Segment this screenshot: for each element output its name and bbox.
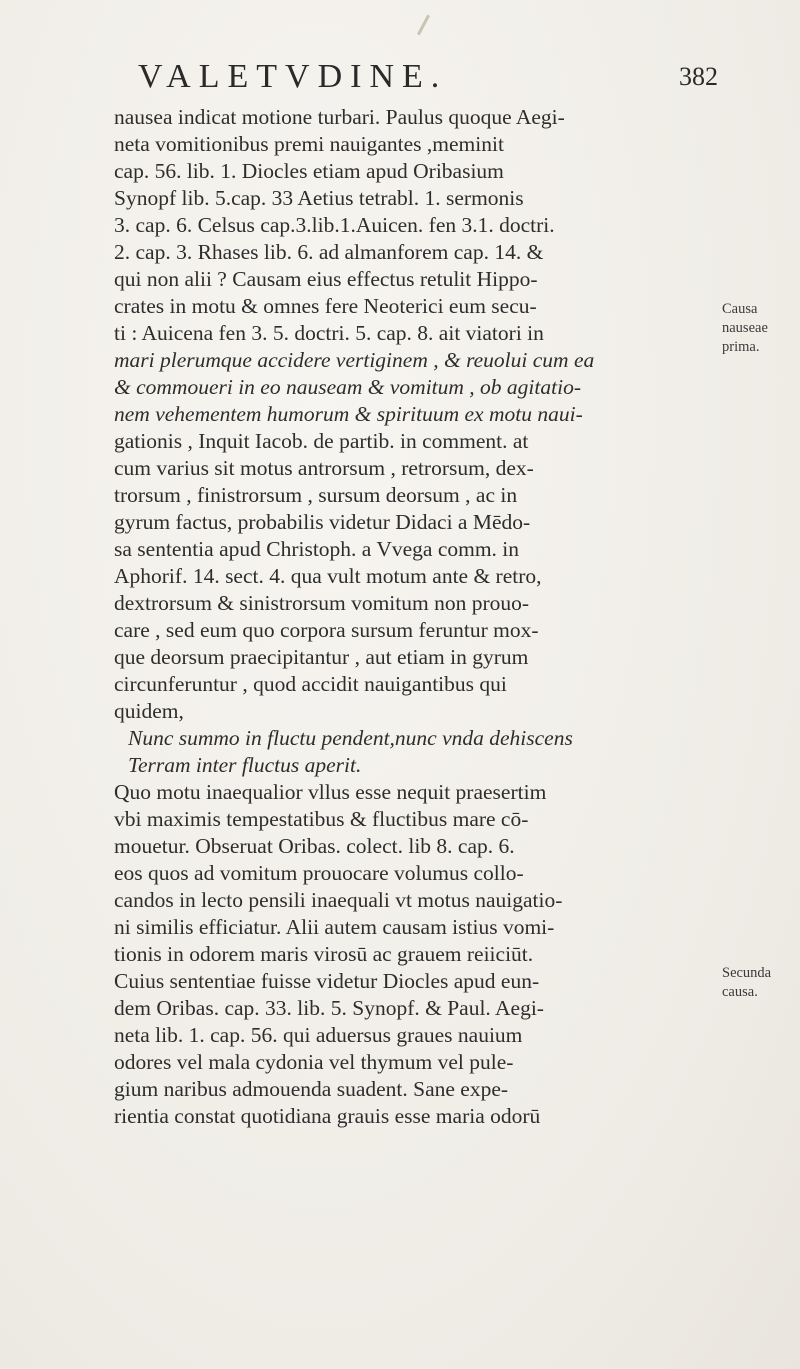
text-line: que deorsum praecipitantur , aut etiam in gyrum xyxy=(114,645,529,669)
margin-note-line: nauseae xyxy=(722,320,768,336)
text-line: dextrorsum & sinistrorsum vomitum non prouo- xyxy=(114,591,530,615)
text-line: dem Oribas. cap. 33. lib. 5. Synopf. & Paul. Aegi- xyxy=(114,996,544,1020)
margin-note-second-cause xyxy=(722,964,798,1002)
page-header xyxy=(138,58,718,102)
text-line: trorsum , finistrorsum , sursum deorsum , ac in xyxy=(114,483,518,507)
text-line: mouetur. Obseruat Oribas. colect. lib 8. cap. 6. xyxy=(114,834,515,858)
margin-note-line: Secunda xyxy=(722,965,772,981)
page-number: 382 xyxy=(679,62,718,91)
text-line: care , sed eum quo corpora sursum feruntur mox- xyxy=(114,618,539,642)
text-line: candos in lecto pensili inaequali vt motus nauigatio- xyxy=(114,888,563,912)
text-line: rientia constat quotidiana grauis esse maria odorū xyxy=(114,1104,541,1128)
text-line: nausea indicat motione turbari. Paulus quoque Aegi- xyxy=(114,105,565,129)
text-line: tionis in odorem maris virosū ac grauem reiiciūt. xyxy=(114,942,534,966)
text-line: Synopf lib. 5.cap. 33 Aetius tetrabl. 1. sermonis xyxy=(114,186,524,210)
running-title: VALETVDINE. xyxy=(138,58,448,95)
text-line: cum varius sit motus antrorsum , retrorsum, dex- xyxy=(114,456,534,480)
text-line: neta lib. 1. cap. 56. qui aduersus graues nauium xyxy=(114,1023,523,1047)
text-line: gyrum factus, probabilis videtur Didaci a Mēdo- xyxy=(114,510,531,534)
text-line: circunferuntur , quod accidit nauigantibus qui xyxy=(114,672,507,696)
text-line: qui non alii ? Causam eius effectus retulit Hippo- xyxy=(114,267,538,291)
text-line: eos quos ad vomitum prouocare volumus collo- xyxy=(114,861,524,885)
text-line: quidem, xyxy=(114,699,184,723)
text-line: cap. 56. lib. 1. Diocles etiam apud Oribasium xyxy=(114,159,504,183)
text-line: neta vomitionibus premi nauigantes ,meminit xyxy=(114,132,504,156)
margin-note-line: causa. xyxy=(722,984,758,1000)
text-line: 2. cap. 3. Rhases lib. 6. ad almanforem cap. 14. & xyxy=(114,240,544,264)
text-line: nem vehementem humorum & spirituum ex motu naui- xyxy=(114,402,583,426)
text-line: Cuius sententiae fuisse videtur Diocles apud eun- xyxy=(114,969,540,993)
text-line: odores vel mala cydonia vel thymum vel pule- xyxy=(114,1050,514,1074)
text-line: sa sententia apud Christoph. a Vvega comm. in xyxy=(114,537,520,561)
margin-note-line: prima. xyxy=(722,339,760,355)
text-line: gium naribus admouenda suadent. Sane expe- xyxy=(114,1077,509,1101)
margin-note-line: Causa xyxy=(722,301,758,317)
text-line: ni similis efficiatur. Alii autem causam istius vomi- xyxy=(114,915,555,939)
text-line: crates in motu & omnes fere Neoterici eum secu- xyxy=(114,294,537,318)
text-line: mari plerumque accidere vertiginem , & reuolui cum ea xyxy=(114,348,595,372)
body-text xyxy=(114,104,704,1130)
margin-note-first-cause xyxy=(722,300,798,357)
text-line: vbi maximis tempestatibus & fluctibus mare cō- xyxy=(114,807,529,831)
ink-mark xyxy=(417,15,430,36)
text-line: Aphorif. 14. sect. 4. qua vult motum ante & retro, xyxy=(114,564,542,588)
text-line: ti : Auicena fen 3. 5. doctri. 5. cap. 8. ait viatori in xyxy=(114,321,544,345)
text-line: & commoueri in eo nauseam & vomitum , ob agitatio- xyxy=(114,375,581,399)
verse-line: Nunc summo in fluctu pendent,nunc vnda dehiscens xyxy=(128,726,573,750)
text-line: 3. cap. 6. Celsus cap.3.lib.1.Auicen. fen 3.1. doctri. xyxy=(114,213,555,237)
verse-line: Terram inter fluctus aperit. xyxy=(128,753,362,777)
text-line: Quo motu inaequalior vllus esse nequit praesertim xyxy=(114,780,547,804)
text-line: gationis , Inquit Iacob. de partib. in comment. at xyxy=(114,429,529,453)
